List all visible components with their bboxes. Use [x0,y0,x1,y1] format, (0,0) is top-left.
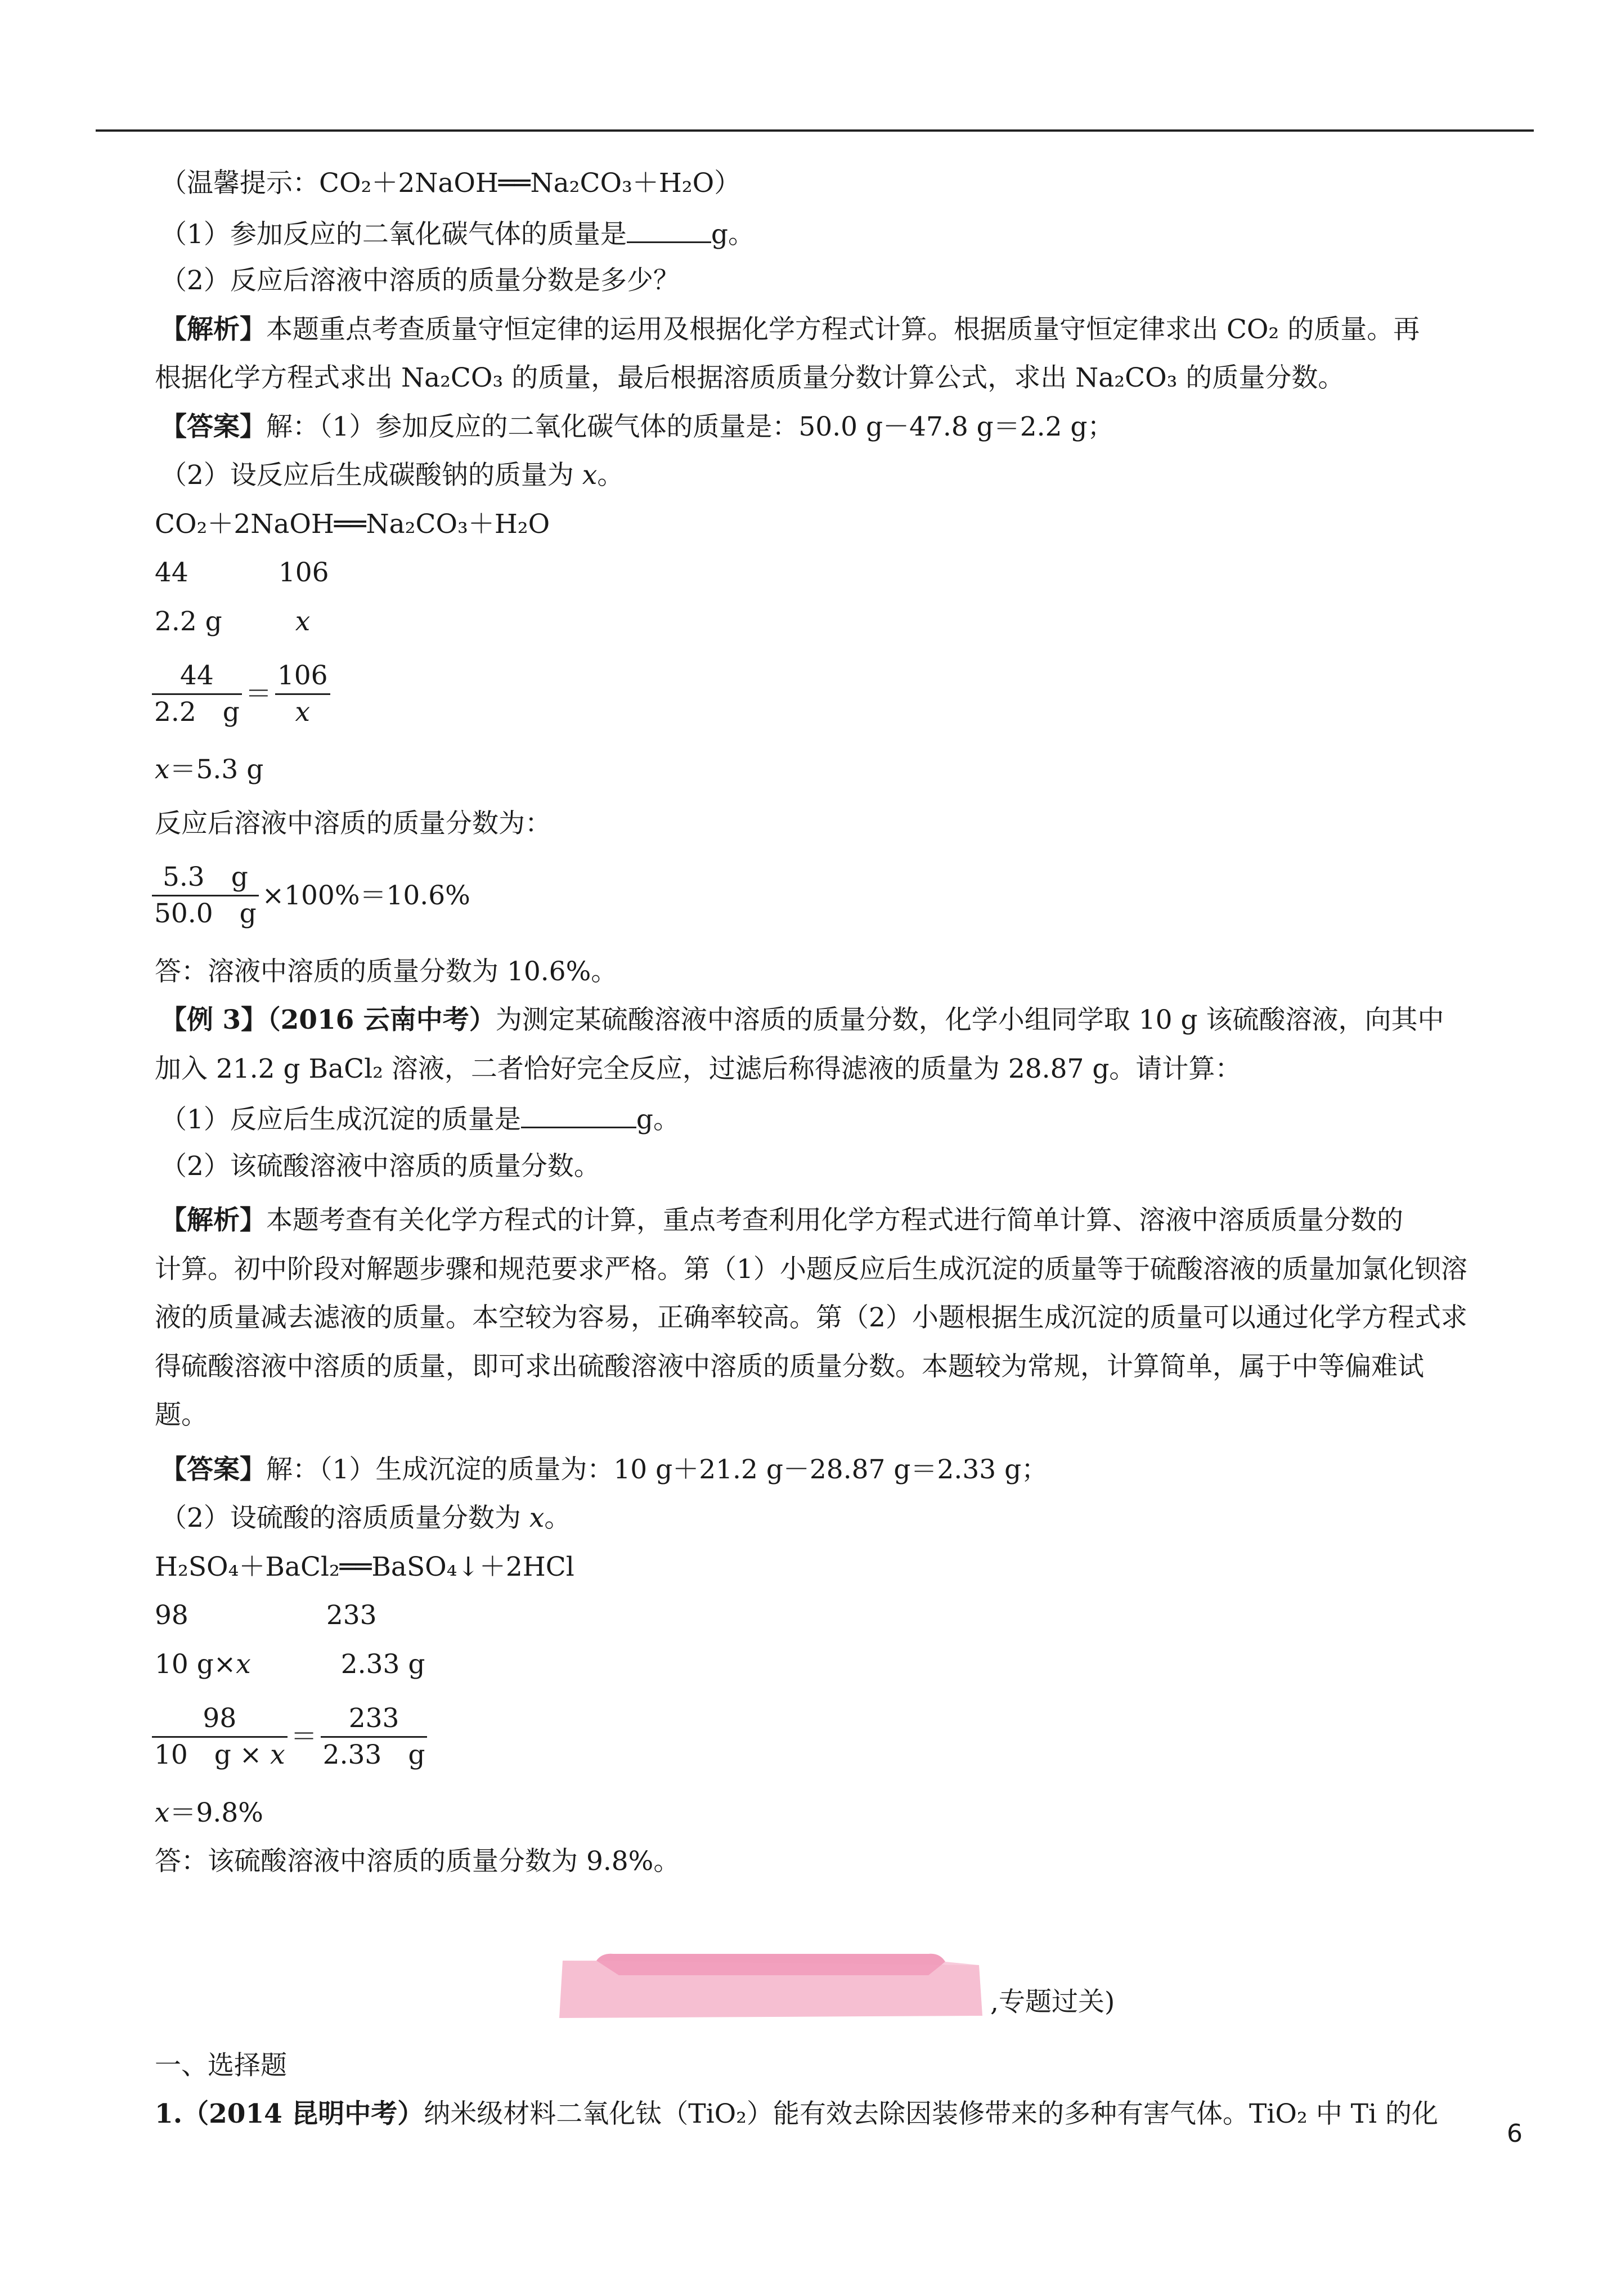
fraction-left-denominator: 2.2 g [154,697,240,728]
ex2-question-2: （2）反应后溶液中溶质的质量分数是多少？ [160,265,680,296]
given-a: 2.2 g [155,606,222,637]
ratio-a: 98 [155,1600,188,1631]
ex2-given-row [155,605,310,639]
percentage-fraction [152,860,259,931]
ex3-result [155,1796,263,1830]
ex2-question-1-unit: g。 [711,219,755,250]
ex3-stem-line-1 [160,1003,1444,1037]
fraction-left-denominator [152,1738,288,1773]
answer-text: 解：（1）参加反应的二氧化碳气体的质量是：50.0 g－47.8 g＝2.2 g； [266,411,1114,442]
fraction-left [152,658,242,730]
ex3-question-1-text: （1）反应后生成沉淀的质量是 [160,1104,521,1135]
question-1 [155,2097,1438,2131]
answer-2-end: 。 [544,1503,571,1533]
ex3-question-1 [160,1101,680,1137]
answer-2-text: （2）设反应后生成碳酸钠的质量为 [160,460,574,491]
ex3-analysis-line-2: 计算。初中阶段对解题步骤和规范要求严格。第（1）小题反应后生成沉淀的质量等于硫酸溶液的质量加氯化钡溶 [155,1254,1467,1285]
fraction-right-denominator: x [295,697,310,728]
question-source: （2014 昆明中考） [182,2098,424,2129]
ratio-a: 44 [155,557,188,588]
variable-x: x [529,1503,545,1533]
hint-close: ） [714,168,741,199]
ratio-b: 106 [278,557,329,588]
ex3-final-answer: 答：该硫酸溶液中溶质的质量分数为 9.8%。 [155,1846,680,1877]
given-a-text: 10 g× [155,1649,236,1680]
ex3-equation: H₂SO₄＋BaCl₂══BaSO₄↓＋2HCl [155,1551,574,1582]
ex3-analysis-line-3: 液的质量减去滤液的质量。本空较为容易，正确率较高。第（2）小题根据生成沉淀的质量可以通过化学方程式求 [155,1302,1467,1333]
ratio-b: 233 [326,1600,377,1631]
equals-sign: ＝ [290,1721,317,1752]
variable-x: x [236,1649,251,1680]
section-heading: 一、选择题 [155,2050,287,2081]
ex3-ratio-row [155,1599,377,1633]
ex2-answer-line-2 [160,459,623,492]
analysis-text: 本题考查有关化学方程式的计算，重点考查利用化学方程式进行简单计算、溶液中溶质质量分数的 [266,1205,1403,1236]
fraction-left-numerator: 98 [203,1703,237,1734]
equals-sign: ＝ [245,678,272,710]
ex3-question-2: （2）该硫酸溶液中溶质的质量分数。 [160,1151,600,1182]
ex3-given-row [155,1648,425,1681]
question-number: 1. [155,2098,183,2129]
ex3-answer-line-2 [160,1501,571,1535]
fraction-right-numerator: 106 [277,660,328,691]
fraction-right-denominator: 2.33 g [322,1739,425,1770]
example-stem: 为测定某硫酸溶液中溶质的质量分数，化学小组同学取 10 g 该硫酸溶液，向其中 [495,1004,1444,1035]
analysis-text: 本题重点考查质量守恒定律的运用及根据化学方程式计算。根据质量守恒定律求出 CO₂ 的质量。再 [266,314,1420,345]
result-value: ＝5.3 g [169,754,264,785]
ex3-analysis-line-5: 题。 [155,1400,208,1430]
example-source: （2016 云南中考） [267,1004,496,1035]
answer-2-text: （2）设硫酸的溶质质量分数为 [160,1503,521,1533]
hint-label: （温馨提示： [160,168,319,199]
percentage-numerator: 5.3 g [162,862,248,893]
ex3-proportion [152,1701,427,1773]
answer-blank [521,1101,636,1128]
fraction-right [275,658,330,730]
ex2-ratio-row [155,556,329,590]
answer-blank [627,216,711,243]
section-banner-text: ,专题过关) [990,1986,1115,2017]
variable-x: x [582,460,598,491]
hint-equation: CO₂＋2NaOH══Na₂CO₃＋H₂O [319,168,715,199]
answer-text: 解：（1）生成沉淀的质量为：10 g＋21.2 g－28.87 g＝2.33 g； [266,1454,1048,1485]
hint-line [160,167,740,200]
given-b: 2.33 g [340,1649,425,1680]
answer-tag: 【答案】 [160,411,266,442]
example-tag: 【例 3】 [160,1004,268,1035]
ex2-analysis-line-2: 根据化学方程式求出 Na₂CO₃ 的质量，最后根据溶质质量分数计算公式，求出 Na₂CO₃ 的质量分数。 [155,362,1345,393]
ex2-analysis-line-1 [160,313,1420,347]
ex2-final-answer: 答：溶液中溶质的质量分数为 10.6%。 [155,956,618,987]
fraction-right [321,1701,428,1773]
percentage-result: ×100%＝10.6% [262,880,470,911]
ex2-question-1-text: （1）参加反应的二氧化碳气体的质量是 [160,219,627,250]
fraction-left-numerator: 44 [180,660,214,691]
answer-2-end: 。 [597,460,624,491]
fraction-left [152,1701,288,1773]
variable-x: x [155,754,170,785]
page-number: 6 [1507,2119,1523,2148]
ex3-analysis-line-4: 得硫酸溶液中溶质的质量，即可求出硫酸溶液中溶质的质量分数。本题较为常规，计算简单，属于中等偏难试 [155,1351,1424,1382]
denominator-text: 10 g × [154,1739,271,1770]
answer-tag: 【答案】 [160,1454,266,1485]
analysis-tag: 【解析】 [160,314,266,345]
ex2-result [155,753,263,787]
variable-x: x [270,1739,285,1770]
ex2-percentage [152,860,474,931]
ex2-mass-fraction-label: 反应后溶液中溶质的质量分数为： [155,808,551,839]
analysis-tag: 【解析】 [160,1205,266,1236]
variable-x: x [155,1797,170,1828]
ex2-proportion [152,658,330,730]
given-b: x [295,606,311,637]
percentage-denominator: 50.0 g [154,898,257,929]
ex3-stem-line-2: 加入 21.2 g BaCl₂ 溶液，二者恰好完全反应，过滤后称得滤液的质量为 28.87 g。请计算： [155,1053,1242,1084]
ex3-answer-line-1 [160,1453,1048,1487]
header-rule [96,129,1534,132]
ex3-question-1-unit: g。 [636,1104,680,1135]
question-text: 纳米级材料二氧化钛（TiO₂）能有效去除因装修带来的多种有害气体。TiO₂ 中 Ti 的化 [424,2098,1438,2129]
ex2-answer-line-1 [160,410,1114,444]
result-value: ＝9.8% [169,1797,263,1828]
section-banner [557,1953,985,2020]
ex2-question-1 [160,216,755,252]
ex2-equation: CO₂＋2NaOH══Na₂CO₃＋H₂O [155,509,550,540]
fraction-right-numerator: 233 [348,1703,399,1734]
ex3-analysis-line-1 [160,1204,1403,1237]
